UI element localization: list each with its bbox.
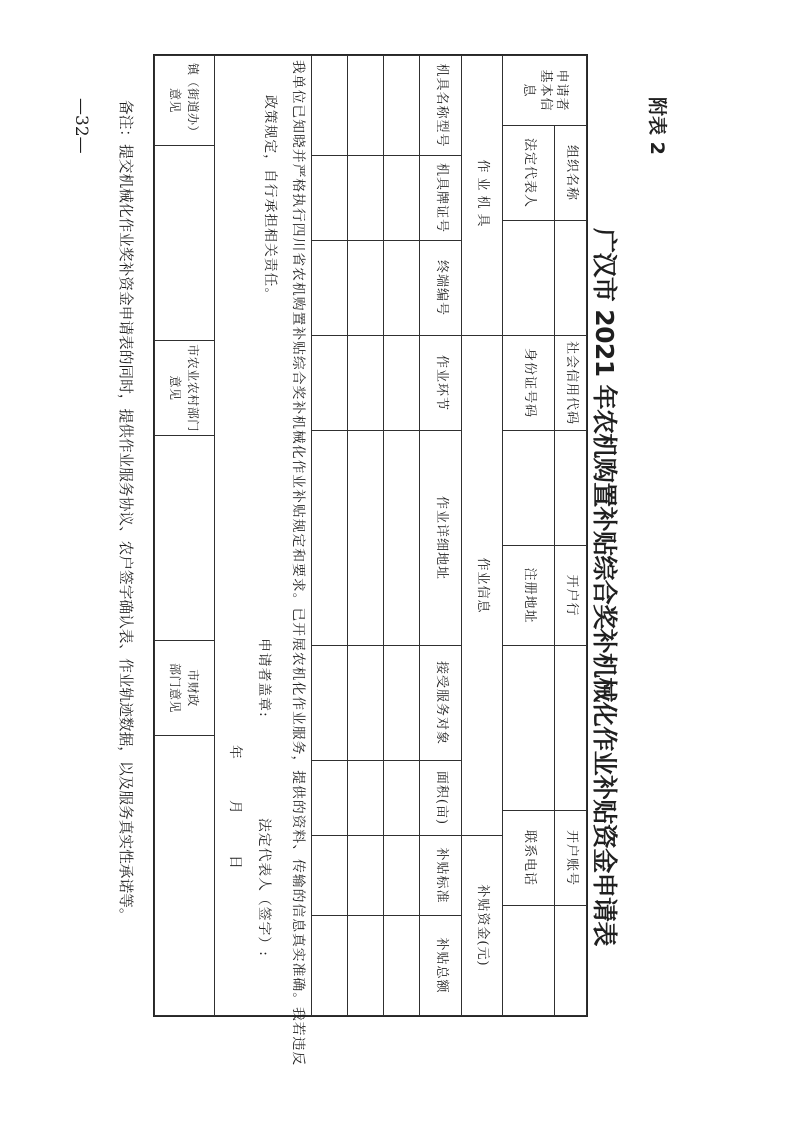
agriculture-dept-opinion-label-line: 意见 (168, 375, 183, 401)
table-cell (347, 240, 384, 336)
col-subsidy-total: 补贴总额 (419, 915, 462, 1016)
credit-code-label: 社会信用代码 (554, 335, 587, 431)
subsidy-group-header: 补贴资金(元) (461, 835, 503, 1016)
table-cell (347, 760, 384, 836)
machinery-group-header: 作业机具 (461, 55, 503, 336)
table-cell (311, 155, 348, 241)
group-header-row (461, 55, 503, 1016)
document-title: 广汉市 2021 年农机购置补贴综合奖补机械化作业补贴资金申请表 (590, 228, 619, 946)
table-cell (383, 155, 420, 241)
applicant-info-header-line: 基本信 (537, 69, 553, 112)
table-row (383, 55, 420, 1016)
legal-rep-value (502, 220, 555, 336)
agriculture-dept-opinion-label (154, 340, 215, 436)
table-cell (347, 55, 384, 156)
col-terminal-id: 终端编号 (419, 240, 462, 336)
table-cell (383, 240, 420, 336)
account-number-value (554, 905, 587, 1016)
table-cell (347, 645, 384, 761)
attachment-label: 附表 2 (646, 97, 668, 155)
footnote: 备注：提交机械化作业奖补资金申请表的同时，提供作业服务协议、农户签字确认表、作业轨迹数据，以及服务真实性承诺等。 (117, 100, 134, 923)
col-area: 面积(亩) (419, 760, 462, 836)
table-cell (311, 335, 348, 431)
table-cell (383, 760, 420, 836)
table-cell (383, 55, 420, 156)
account-number-label: 开户账号 (554, 810, 587, 906)
town-opinion-value (154, 145, 215, 341)
col-machine-model: 机具名称型号 (419, 55, 462, 156)
table-cell (311, 760, 348, 836)
table-cell (383, 335, 420, 431)
id-number-label: 身份证号码 (502, 335, 555, 431)
phone-label: 联系电话 (502, 810, 555, 906)
table-cell (311, 240, 348, 336)
applicant-info-block (502, 55, 587, 1016)
table-cell (383, 645, 420, 761)
legal-rep-signature-label: 法定代表人（签字）: (256, 818, 272, 957)
table-cell (311, 55, 348, 156)
table-cell (383, 915, 420, 1016)
column-header-row (419, 55, 462, 1016)
bank-label: 开户行 (554, 545, 587, 646)
table-cell (347, 915, 384, 1016)
table-cell (311, 645, 348, 761)
town-opinion-label (154, 55, 215, 146)
reg-address-label: 注册地址 (502, 545, 555, 646)
table-row (347, 55, 384, 1016)
finance-dept-opinion-label-line: 部门意见 (168, 662, 183, 713)
table-row (311, 55, 348, 1016)
credit-code-value (554, 430, 587, 546)
applicant-info-header-line: 申请者 (553, 69, 569, 112)
bank-value (554, 645, 587, 811)
reg-address-value (502, 645, 555, 811)
agriculture-dept-opinion-label-line: 市农业农村部门 (186, 344, 201, 432)
table-cell (383, 835, 420, 916)
id-number-value (502, 430, 555, 546)
table-cell (311, 915, 348, 1016)
legal-rep-label: 法定代表人 (502, 125, 555, 221)
org-name-label: 组织名称 (554, 125, 587, 221)
applicant-info-header-line: 息 (521, 83, 537, 98)
col-operation-step: 作业环节 (419, 335, 462, 431)
table-cell (347, 430, 384, 646)
town-opinion-label-line: 意见 (168, 87, 183, 113)
table-cell (347, 155, 384, 241)
col-operation-address: 作业详细地址 (419, 430, 462, 646)
applicant-statement (214, 55, 312, 1067)
approval-row (154, 55, 215, 1016)
finance-dept-opinion-label (154, 640, 215, 736)
applicant-info-header (502, 55, 587, 126)
applicant-seal-label: 申请者盖章: (256, 638, 272, 718)
application-form-table (154, 55, 587, 1067)
finance-dept-opinion-value (154, 735, 215, 1016)
table-cell (311, 835, 348, 916)
statement-line: 政策规定，自行承担相关责任。 (262, 95, 278, 303)
date-month-label: 月 (227, 800, 243, 815)
col-plate-number: 机具牌证号 (419, 155, 462, 241)
col-subsidy-rate: 补贴标准 (419, 835, 462, 916)
agriculture-dept-opinion-value (154, 435, 215, 641)
operation-group-header: 作业信息 (461, 335, 503, 836)
date-day-label: 日 (227, 855, 243, 870)
finance-dept-opinion-label-line: 市财政 (186, 669, 201, 707)
table-cell (347, 835, 384, 916)
phone-value (502, 905, 555, 1016)
table-cell (347, 335, 384, 431)
town-opinion-label-line: 镇（街道办） (186, 62, 201, 138)
page-number: —32— (71, 98, 91, 154)
org-name-value (554, 220, 587, 336)
statement-line: 我单位已知晓并严格执行四川省农机购置补贴综合奖补机械化作业补贴规定和要求。已开展农机化作业服务，提供的资料、传输的信息真实准确。我若违反 (290, 60, 306, 1067)
col-service-recipient: 接受服务对象 (419, 645, 462, 761)
date-year-label: 年 (227, 745, 243, 760)
table-cell (383, 430, 420, 646)
table-cell (311, 430, 348, 646)
